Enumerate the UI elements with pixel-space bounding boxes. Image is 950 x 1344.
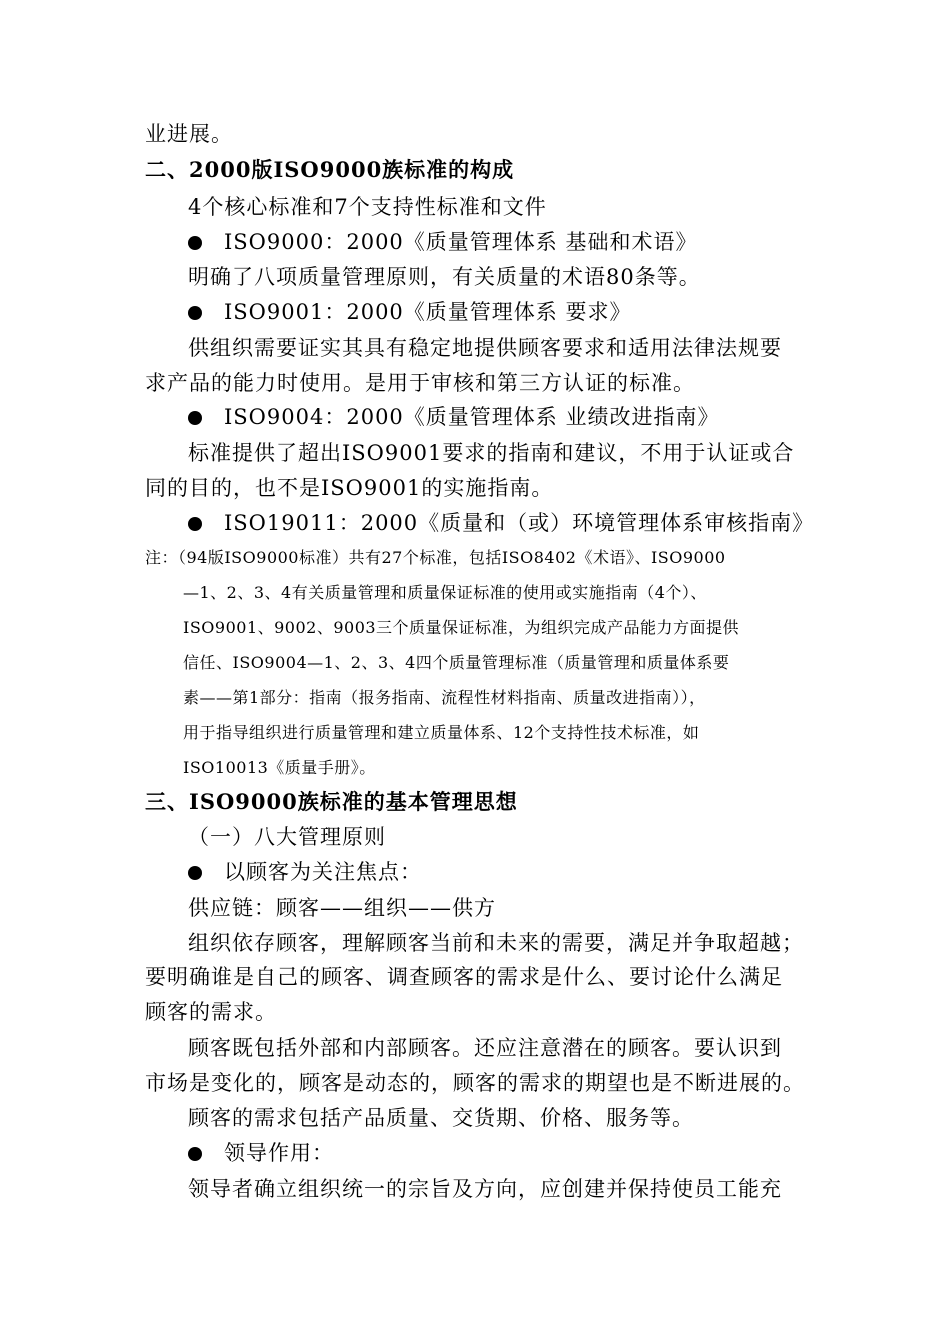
text-line: 要明确谁是自己的顾客、调查顾客的需求是什么、要讨论什么满足 bbox=[145, 965, 783, 989]
section-heading-3: 三、ISO9000族标准的基本管理思想 bbox=[145, 789, 518, 814]
bullet-text: ISO19011：2000《质量和（或）环境管理体系审核指南》 bbox=[224, 511, 815, 535]
text-line: 4个核心标准和7个支持性标准和文件 bbox=[188, 195, 547, 219]
text-line: 求产品的能力时使用。是用于审核和第三方认证的标准。 bbox=[145, 371, 695, 395]
text-line: 明确了八项质量管理原则，有关质量的术语80条等。 bbox=[188, 265, 701, 289]
bullet-text: ISO9001：2000《质量管理体系 要求》 bbox=[224, 300, 632, 324]
text-line: 标准提供了超出ISO9001要求的指南和建议，不用于认证或合 bbox=[188, 441, 795, 465]
bullet-text: ISO9000：2000《质量管理体系 基础和术语》 bbox=[224, 230, 698, 254]
text-line: 供应链：顾客——组织——供方 bbox=[188, 896, 496, 920]
note-line: 注：（94版ISO9000标准）共有27个标准，包括ISO8402《术语》、ISO9000 bbox=[145, 548, 726, 567]
note-line: ISO9001、9002、9003三个质量保证标准，为组织完成产品能力方面提供 bbox=[183, 618, 740, 637]
bullet-item bbox=[188, 857, 422, 887]
text-line: 顾客的需求包括产品质量、交货期、价格、服务等。 bbox=[188, 1106, 694, 1130]
bullet-icon bbox=[188, 411, 202, 425]
bullet-item bbox=[188, 508, 814, 538]
section-heading-2: 二、2000版ISO9000族标准的构成 bbox=[145, 157, 515, 182]
bullet-text: 以顾客为关注焦点： bbox=[224, 860, 422, 884]
bullet-item bbox=[188, 297, 631, 327]
subsection-heading: （一）八大管理原则 bbox=[188, 825, 386, 849]
bullet-icon bbox=[188, 306, 202, 320]
text-line: 组织依存顾客，理解顾客当前和未来的需要，满足并争取超越； bbox=[188, 931, 804, 955]
bullet-item bbox=[188, 227, 697, 257]
note-line: 用于指导组织进行质量管理和建立质量体系、12个支持性技术标准，如 bbox=[183, 723, 700, 742]
bullet-icon bbox=[188, 236, 202, 250]
bullet-text: 领导作用： bbox=[224, 1141, 334, 1165]
text-line: 领导者确立组织统一的宗旨及方向，应创建并保持使员工能充 bbox=[188, 1177, 782, 1201]
bullet-item bbox=[188, 402, 719, 432]
note-line: 素——第1部分：指南（报务指南、流程性材料指南、质量改进指南））， bbox=[183, 688, 706, 707]
bullet-icon bbox=[188, 517, 202, 531]
bullet-icon bbox=[188, 866, 202, 880]
bullet-icon bbox=[188, 1147, 202, 1161]
bullet-item bbox=[188, 1138, 334, 1168]
text-line: 顾客的需求。 bbox=[145, 1000, 277, 1024]
text-line: 同的目的，也不是ISO9001的实施指南。 bbox=[145, 476, 554, 500]
note-line: —1、2、3、4有关质量管理和质量保证标准的使用或实施指南（4个）、 bbox=[183, 583, 707, 602]
text-line: 业进展。 bbox=[145, 122, 233, 146]
text-line: 市场是变化的，顾客是动态的，顾客的需求的期望也是不断进展的。 bbox=[145, 1071, 805, 1095]
note-line: ISO10013《质量手册》。 bbox=[183, 758, 376, 777]
note-line: 信任、ISO9004—1、2、3、4四个质量管理标准（质量管理和质量体系要 bbox=[183, 653, 730, 672]
bullet-text: ISO9004：2000《质量管理体系 业绩改进指南》 bbox=[224, 405, 720, 429]
text-line: 顾客既包括外部和内部顾客。还应注意潜在的顾客。要认识到 bbox=[188, 1036, 782, 1060]
text-line: 供组织需要证实其具有稳定地提供顾客要求和适用法律法规要 bbox=[188, 336, 782, 360]
